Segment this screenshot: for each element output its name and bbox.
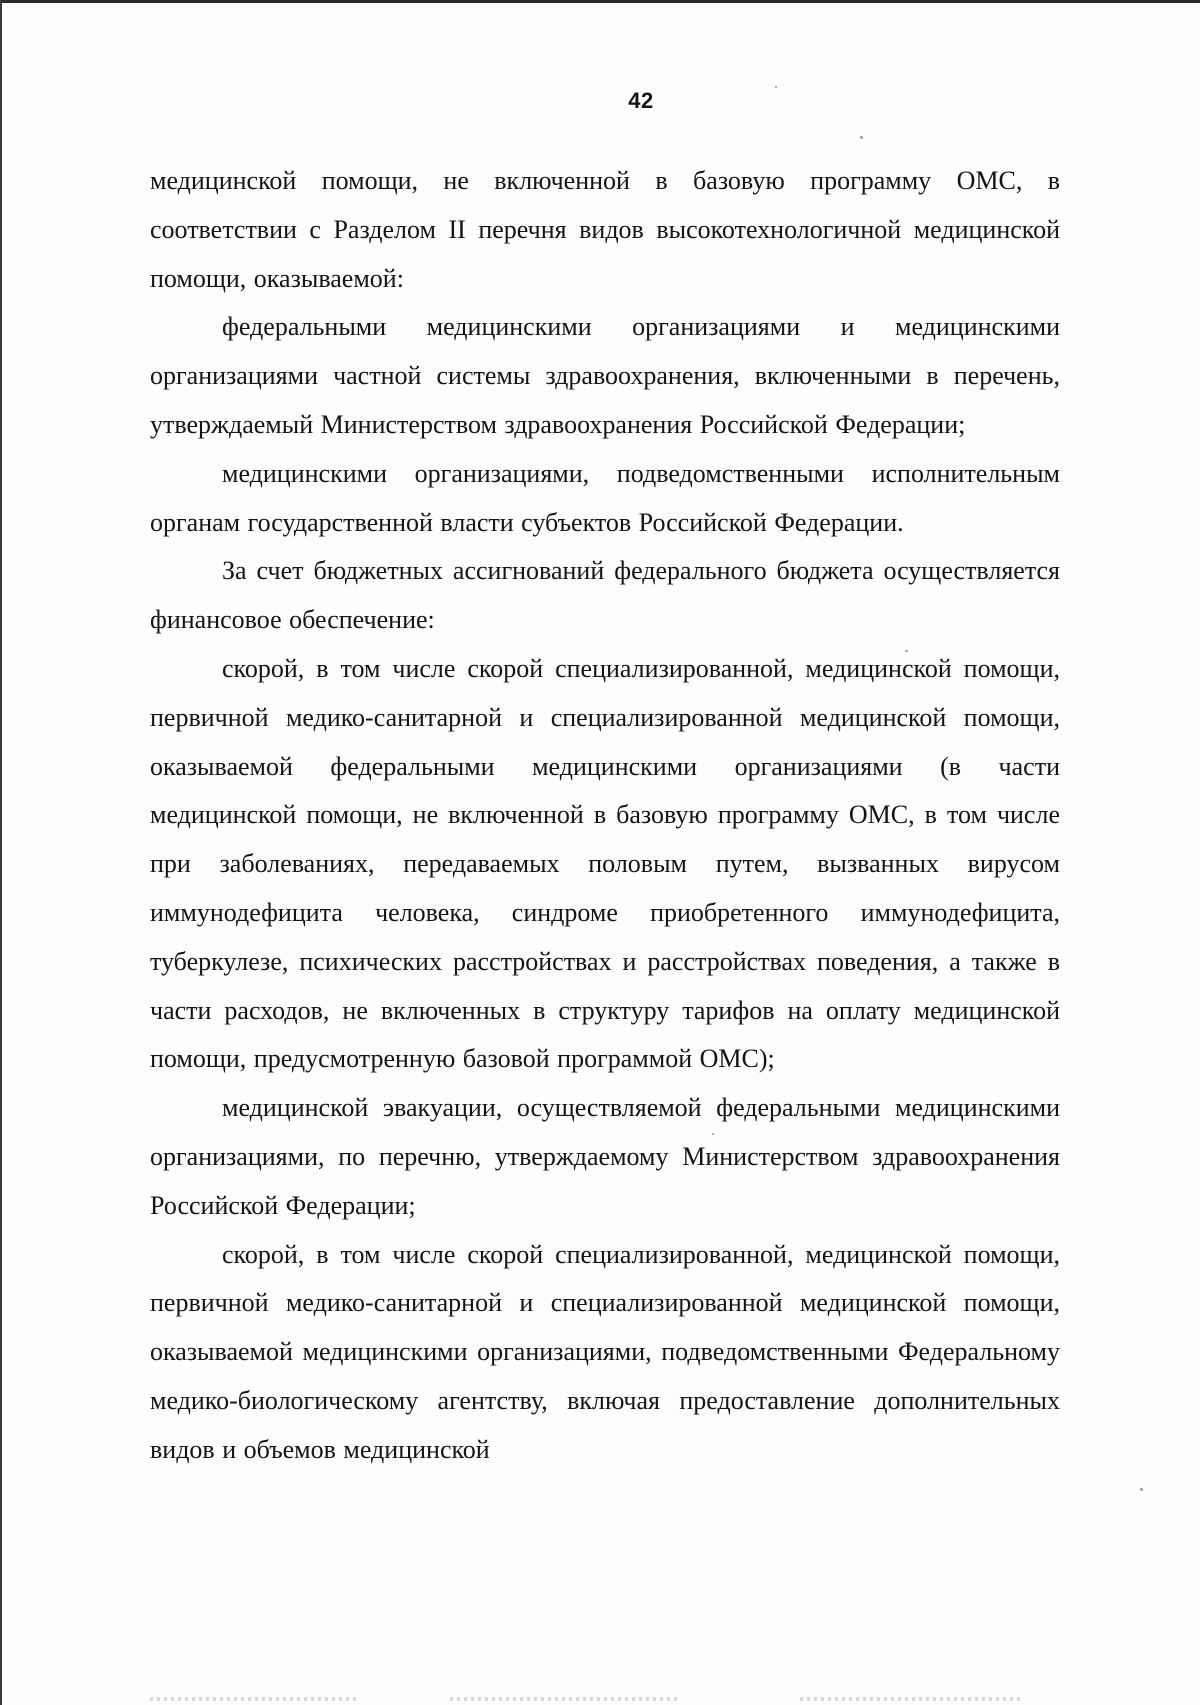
paragraph-continuation: медицинской помощи, не включенной в базовую программу ОМС, в соответствии с Разделом II перечня видов высокотехнологичной медицинской помощи, оказываемой: xyxy=(150,166,1060,293)
scan-speck xyxy=(775,86,777,88)
paragraph: федеральными медицинскими организациями и медицинскими организациями частной системы здравоохранения, включенными в перечень, утверждаемый Министерством здравоохранения Российской Федерации; xyxy=(150,312,1060,439)
scan-noise-bottom xyxy=(800,1697,1020,1701)
document-body xyxy=(150,157,1060,1475)
scan-speck xyxy=(905,650,908,652)
paragraph: медицинской эвакуации, осуществляемой федеральными медицинскими организациями, по перечню, утверждаемому Министерством здравоохранения Российской Федерации; xyxy=(150,1093,1060,1220)
paragraph: скорой, в том числе скорой специализированной, медицинской помощи, первичной медико-санитарной и специализированной медицинской помощи, оказываемой федеральными медицинскими организациями (в части медицинской помощи, не включенной в базовую программу ОМС, в том числе при заболеваниях, передаваемых половым путем, вызванных вирусом иммунодефицита человека, синдроме приобретенного иммунодефицита, туберкулезе, психических расстройствах и расстройствах поведения, а также в части расходов, не включенных в структуру тарифов на оплату медицинской помощи, предусмотренную базовой программой ОМС); xyxy=(150,653,1060,1074)
scan-speck xyxy=(1140,1488,1143,1491)
scan-speck xyxy=(712,1133,714,1135)
scan-speck xyxy=(860,136,863,139)
paragraph: медицинскими организациями, подведомственными исполнительным органам государственной власти субъектов Российской Федерации. xyxy=(150,458,1060,537)
paragraph: За счет бюджетных ассигнований федерального бюджета осуществляется финансовое обеспечение: xyxy=(150,556,1060,635)
scan-edge-top xyxy=(0,0,1200,3)
scan-noise-bottom xyxy=(450,1697,680,1701)
page-number: 42 xyxy=(628,88,654,113)
paragraph: скорой, в том числе скорой специализированной, медицинской помощи, первичной медико-санитарной и специализированной медицинской помощи, оказываемой медицинскими организациями, подведомственными Федеральному медико-биологическому агентству, включая предоставление дополнительных видов и объемов медицинской xyxy=(150,1239,1060,1464)
scan-noise-bottom xyxy=(150,1697,360,1701)
scan-edge-left xyxy=(0,0,2,1705)
